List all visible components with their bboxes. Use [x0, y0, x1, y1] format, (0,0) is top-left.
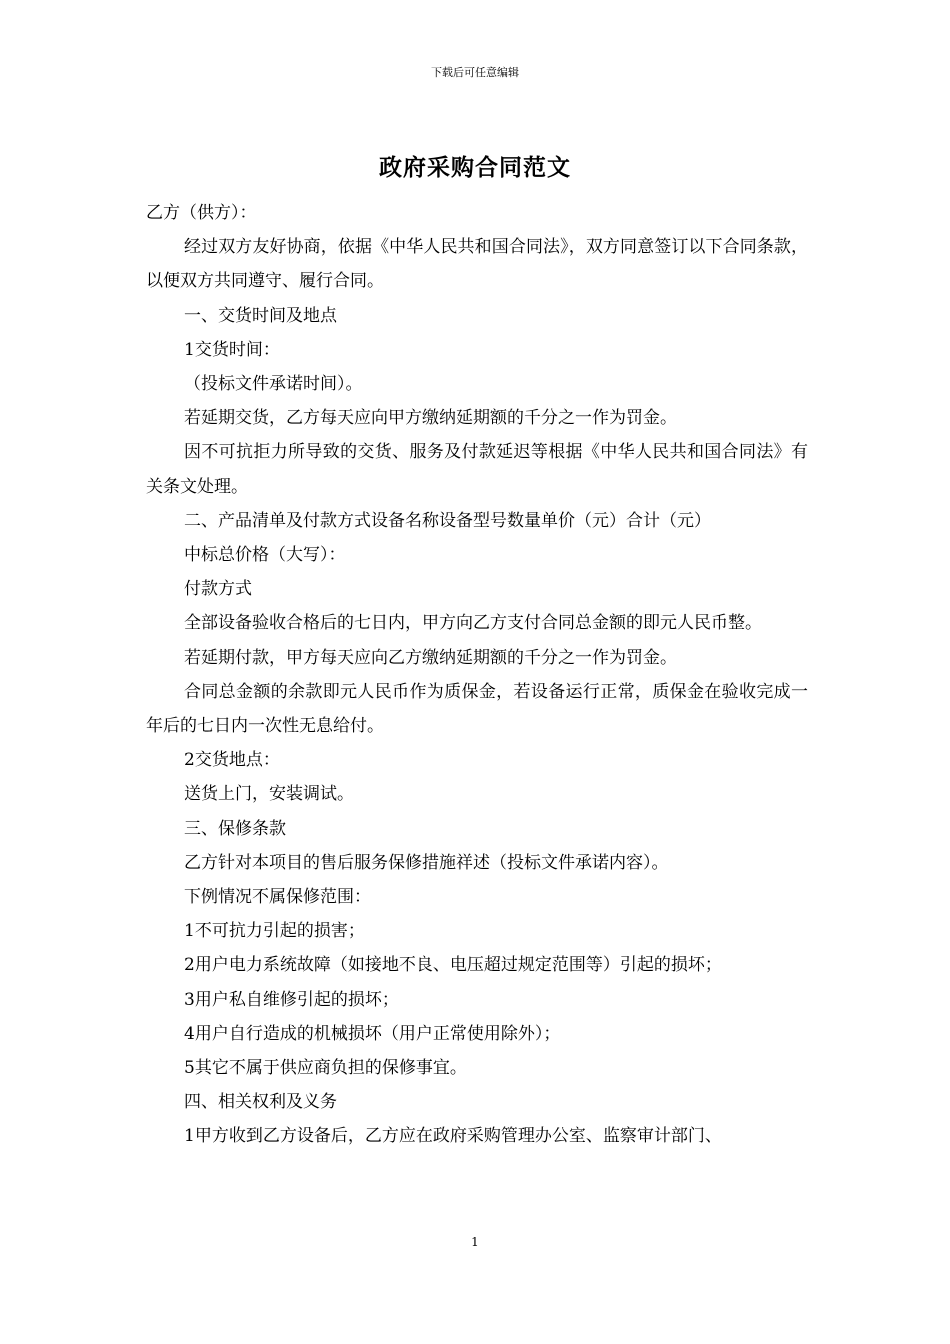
- paragraph-after-sales: 乙方针对本项目的售后服务保修措施祥述（投标文件承诺内容）。: [184, 852, 669, 873]
- section-heading-products: 二、产品清单及付款方式设备名称设备型号数量单价（元）合计（元）: [184, 510, 711, 531]
- paragraph-delivery-place: 2交货地点：: [184, 750, 280, 771]
- page-number: 1: [471, 1235, 479, 1249]
- list-item-exclusion-3: 3用户私自维修引起的损坏；: [184, 989, 399, 1010]
- paragraph-bid-time: （投标文件承诺时间）。: [184, 374, 363, 395]
- paragraph-late-delivery: 若延期交货，乙方每天应向甲方缴纳延期额的千分之一作为罚金。: [184, 408, 677, 429]
- paragraph-intro: 经过双方友好协商，依据《中华人民共和国合同法》，双方同意签订以下合同条款，以便双方共同遵守、履行合同。: [146, 237, 808, 292]
- section-heading-delivery: 一、交货时间及地点: [184, 305, 337, 326]
- paragraph-total-price: 中标总价格（大写）：: [184, 545, 346, 566]
- page-header-note: 下载后可任意编辑: [431, 66, 519, 79]
- paragraph-rights-1: 1甲方收到乙方设备后，乙方应在政府采购管理办公室、监察审计部门、: [184, 1126, 722, 1147]
- paragraph-warranty-deposit: 合同总金额的余款即元人民币作为质保金，若设备运行正常，质保金在验收完成一年后的七日内一次性无息给付。: [146, 681, 808, 737]
- paragraph-payment-method: 付款方式: [184, 579, 252, 600]
- paragraph-exclusions: 下例情况不属保修范围：: [184, 887, 371, 908]
- list-item-exclusion-2: 2用户电力系统故障（如接地不良、电压超过规定范围等）引起的损坏；: [184, 955, 722, 976]
- paragraph-delivery-time: 1交货时间：: [184, 339, 280, 360]
- paragraph-payment-terms: 全部设备验收合格后的七日内，甲方向乙方支付合同总金额的即元人民币整。: [184, 613, 762, 634]
- section-heading-warranty: 三、保修条款: [184, 818, 286, 839]
- list-item-exclusion-1: 1不可抗力引起的损害；: [184, 921, 365, 942]
- list-item-exclusion-4: 4用户自行造成的机械损坏（用户正常使用除外）；: [184, 1023, 561, 1044]
- paragraph-installation: 送货上门，安装调试。: [184, 784, 354, 805]
- document-body: [146, 196, 808, 1154]
- list-item-exclusion-5: 5其它不属于供应商负担的保修事宜。: [184, 1058, 467, 1079]
- paragraph-force-majeure: 因不可抗拒力所导致的交货、服务及付款延迟等根据《中华人民共和国合同法》有关条文处理。: [146, 442, 808, 497]
- section-heading-rights: 四、相关权利及义务: [184, 1092, 337, 1113]
- paragraph-late-payment: 若延期付款，甲方每天应向乙方缴纳延期额的千分之一作为罚金。: [184, 647, 677, 668]
- document-title: 政府采购合同范文: [379, 154, 571, 181]
- party-b-line: 乙方（供方）：: [146, 203, 257, 223]
